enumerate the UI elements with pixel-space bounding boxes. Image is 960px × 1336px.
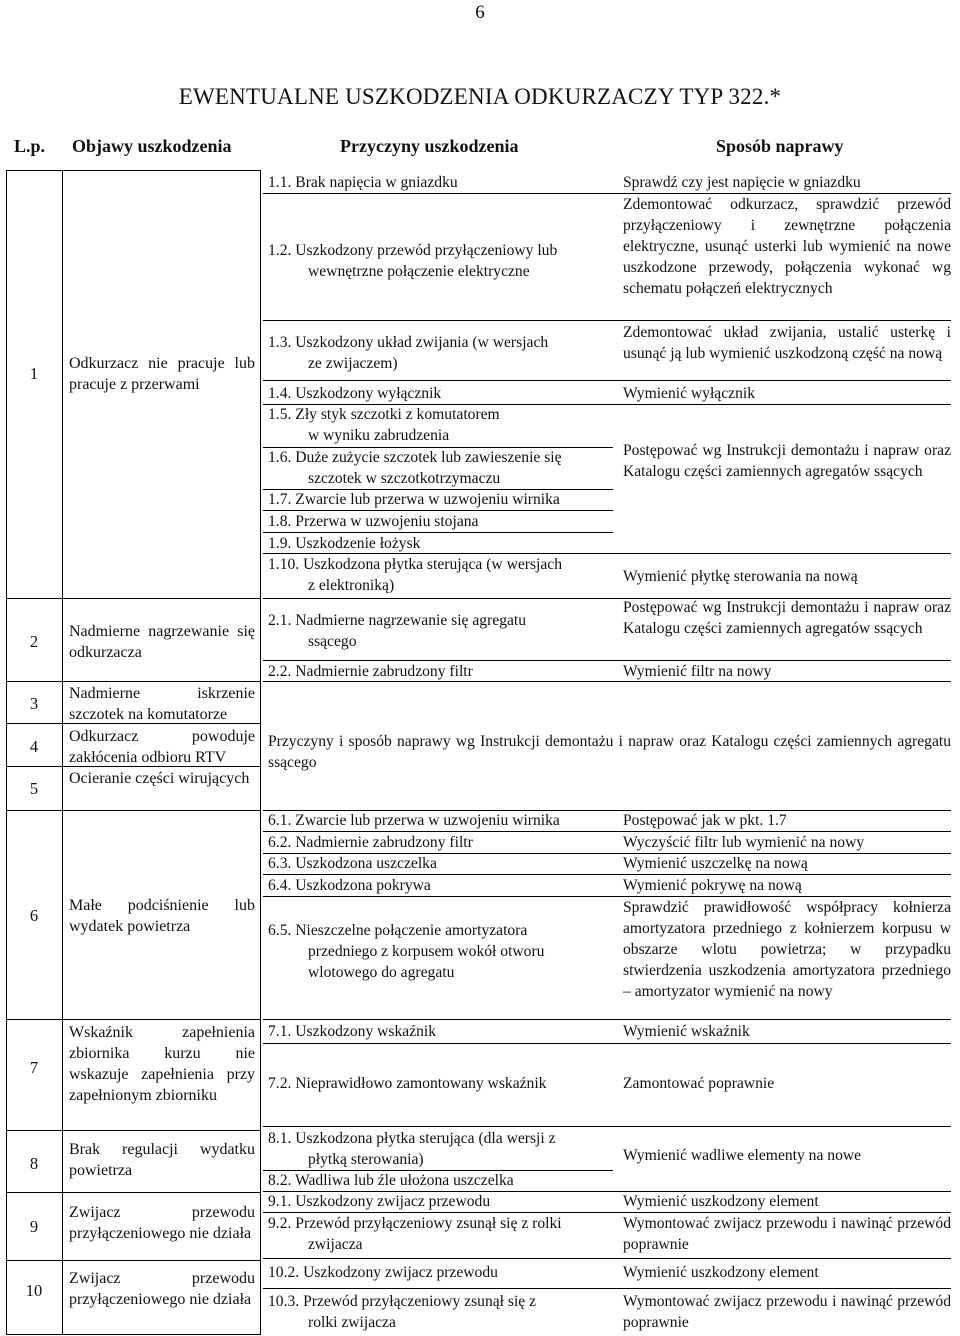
cause-1-2-line1: 1.2. Uszkodzony przewód przyłączeniowy lub: [268, 242, 558, 259]
fix-2-1: Postępować wg Instrukcji demontażu i napraw oraz Katalogu części zamiennych agregatów ssących: [623, 599, 951, 637]
symptom-5: Ocieranie części wirujących: [69, 770, 250, 787]
cause-1-3-line1: 1.3. Uszkodzony układ zwijania (w wersjach: [268, 334, 549, 351]
cause-1-2: [268, 240, 610, 282]
header-causes: Przyczyny uszkodzenia: [340, 136, 519, 156]
cause-6-2: 6.2. Nadmiernie zabrudzony filtr: [268, 834, 473, 851]
row-number: 9: [29, 1217, 39, 1236]
fix-3-5: Przyczyny i sposób naprawy wg Instrukcji demontażu i napraw oraz Katalogu części zamiennych agregatu ssącego: [268, 733, 951, 771]
cause-1-3-line2: ze zwijaczem): [308, 355, 398, 372]
cause-6-3: 6.3. Uszkodzona uszczelka: [268, 855, 437, 872]
symptom-3: Nadmierne iskrzenie szczotek na komutatorze: [69, 685, 255, 723]
column-divider-symptoms: [260, 170, 261, 1335]
cause-8-1: [268, 1128, 610, 1170]
rule: [263, 320, 951, 321]
cause-6-1: 6.1. Zwarcie lub przerwa w uzwojeniu wirnika: [268, 812, 560, 829]
fix-1-2: Zdemontować odkurzacz, sprawdzić przewód przyłączeniowy i zewnętrzne połączenia elektryczne, usunąć usterki lub wymienić na nowe uszkodzone przewody, połączenia wykonać wg schematu połączeń elektrycznych: [623, 196, 951, 297]
header-symptoms: Objawy uszkodzenia: [72, 136, 232, 156]
fix-6-4: Wymienić pokrywę na nową: [623, 877, 802, 894]
row-separator: [6, 1019, 260, 1020]
symptom-9: Zwijacz przewodu przyłączeniowego nie działa: [69, 1204, 255, 1242]
header-repair: Sposób naprawy: [716, 136, 844, 156]
row-separator: [6, 1260, 260, 1261]
fix-8: Wymienić wadliwe elementy na nowe: [623, 1147, 862, 1164]
row-separator: [6, 1130, 260, 1131]
row-number: 10: [25, 1281, 43, 1300]
row-separator: [6, 810, 260, 811]
cause-7-1: 7.1. Uszkodzony wskaźnik: [268, 1023, 437, 1040]
fix-6-3: Wymienić uszczelkę na nową: [623, 855, 808, 872]
cause-6-4: 6.4. Uszkodzona pokrywa: [268, 877, 431, 894]
fix-7-2: Zamontować poprawnie: [623, 1075, 775, 1092]
cause-6-5: [268, 920, 610, 983]
fix-1-1: Sprawdź czy jest napięcie w gniazdku: [623, 174, 861, 191]
symptom-4: Odkurzacz powoduje zakłócenia odbioru RTV: [69, 728, 255, 766]
cause-6-5-line3: wlotowego do agregatu: [308, 964, 455, 981]
page-title: EWENTUALNE USZKODZENIA ODKURZACZY TYP 322.*: [178, 84, 782, 109]
symptom-8: Brak regulacji wydatku powietrza: [69, 1141, 255, 1179]
cause-1-8: 1.8. Przerwa w uzwojeniu stojana: [268, 513, 479, 530]
rule: [263, 1126, 951, 1127]
fix-7-1: Wymienić wskaźnik: [623, 1023, 750, 1040]
cause-1-5: [268, 404, 610, 446]
cause-9-2: [268, 1213, 610, 1255]
cause-9-1: 9.1. Uszkodzony zwijacz przewodu: [268, 1193, 491, 1210]
row-number: 4: [29, 737, 39, 756]
fix-2-2: Wymienić filtr na nowy: [623, 663, 772, 680]
cause-1-9: 1.9. Uszkodzenie łożysk: [268, 535, 421, 552]
rule: [263, 1019, 951, 1020]
row-number: 3: [29, 694, 39, 713]
cause-1-4: 1.4. Uszkodzony wyłącznik: [268, 385, 442, 402]
fix-1-10: Wymienić płytkę sterowania na nową: [623, 568, 858, 585]
fix-10-3: Wymontować zwijacz przewodu i nawinąć przewód poprawnie: [623, 1293, 951, 1331]
page-number: 6: [475, 2, 485, 23]
cause-6-5-line2: przedniego z korpusem wokół otworu: [308, 943, 545, 960]
cause-10-3: [268, 1291, 610, 1333]
row-separator: [6, 598, 260, 599]
fix-9-1: Wymienić uszkodzony element: [623, 1193, 819, 1210]
symptom-6: Małe podciśnienie lub wydatek powietrza: [69, 897, 255, 935]
rule: [263, 1043, 951, 1044]
cause-8-1-line1: 8.1. Uszkodzona płytka sterująca (dla wersji z: [268, 1130, 556, 1147]
cause-1-10-line2: z elektroniką): [308, 577, 395, 594]
cause-10-2: 10.2. Uszkodzony zwijacz przewodu: [268, 1264, 498, 1281]
column-divider-lp: [62, 170, 63, 1335]
cause-2-2: 2.2. Nadmiernie zabrudzony filtr: [268, 663, 473, 680]
cause-1-5-line2: w wyniku zabrudzenia: [308, 427, 450, 444]
table-bottom-rule: [6, 1334, 260, 1335]
cause-2-1-line1: 2.1. Nadmierne nagrzewanie się agregatu: [268, 612, 527, 629]
cause-1-2-line2: wewnętrzne połączenie elektryczne: [308, 263, 530, 280]
fix-1-5: Postępować wg Instrukcji demontażu i napraw oraz Katalogu części zamiennych agregatów ssących: [623, 442, 951, 480]
cause-9-2-line1: 9.2. Przewód przyłączeniowy zsunął się z rolki: [268, 1215, 562, 1232]
cause-1-5-line1: 1.5. Zły styk szczotki z komutatorem: [268, 406, 500, 423]
fix-1-4: Wymienić wyłącznik: [623, 385, 755, 402]
symptom-10: Zwijacz przewodu przyłączeniowego nie działa: [69, 1270, 255, 1308]
fix-9-2: Wymontować zwijacz przewodu i nawinąć przewód poprawnie: [623, 1215, 951, 1253]
cause-1-10: [268, 554, 610, 596]
rule: [263, 380, 951, 381]
cause-1-6-line2: szczotek w szczotkotrzymaczu: [308, 470, 501, 487]
cause-2-1-line2: ssącego: [308, 633, 357, 650]
row-number: 2: [29, 632, 39, 651]
rule: [263, 681, 951, 682]
symptom-1: Odkurzacz nie pracuje lub pracuje z przerwami: [69, 355, 255, 393]
cause-1-1: 1.1. Brak napięcia w gniazdku: [268, 174, 458, 191]
row-separator: [6, 1192, 260, 1193]
row-number: 6: [29, 906, 39, 925]
cause-1-6: [268, 447, 610, 489]
cause-1-10-line1: 1.10. Uszkodzona płytka sterująca (w wersjach: [268, 556, 563, 573]
rule: [263, 1288, 951, 1289]
cause-10-3-line2: rolki zwijacza: [308, 1314, 396, 1331]
fix-6-5: Sprawdzić prawidłowość współpracy kołnierza amortyzatora przedniego z kołnierzem korpusu w obszarze wlotu powietrza; w przypadku stwierdzenia uszkodzenia amortyzatora przedniego – amortyzator wymienić na nowy: [623, 899, 951, 1000]
fix-10-2: Wymienić uszkodzony element: [623, 1264, 819, 1281]
symptom-2: Nadmierne nagrzewanie się odkurzacza: [69, 623, 255, 661]
table-top-rule: [6, 170, 260, 171]
cause-1-3: [268, 332, 610, 374]
row-number: 7: [29, 1058, 39, 1077]
cause-8-2: 8.2. Wadliwa lub źle ułożona uszczelka: [268, 1172, 514, 1189]
cause-7-2: 7.2. Nieprawidłowo zamontowany wskaźnik: [268, 1075, 547, 1092]
symptom-7: Wskaźnik zapełnienia zbiornika kurzu nie wskazuje zapełnienia przy zapełnionym zbiorniku: [69, 1024, 255, 1104]
row-number: 1: [29, 364, 39, 383]
cause-2-1: [268, 610, 610, 652]
fix-1-3: Zdemontować układ zwijania, ustalić usterkę i usunąć ją lub wymienić uszkodzoną część na nową: [623, 324, 951, 362]
cause-1-7: 1.7. Zwarcie lub przerwa w uzwojeniu wirnika: [268, 491, 560, 508]
row-separator: [6, 681, 260, 682]
fix-6-2: Wyczyścić filtr lub wymienić na nowy: [623, 834, 865, 851]
row-number: 8: [29, 1154, 39, 1173]
fix-6-1: Postępować jak w pkt. 1.7: [623, 812, 787, 829]
rule: [263, 1258, 951, 1259]
row-number: 5: [29, 779, 39, 798]
cause-8-1-line2: płytką sterowania): [308, 1151, 424, 1168]
cause-1-6-line1: 1.6. Duże zużycie szczotek lub zawieszenie się: [268, 449, 562, 466]
cause-10-3-line1: 10.3. Przewód przyłączeniowy zsunął się z: [268, 1293, 537, 1310]
header-lp: L.p.: [14, 136, 46, 156]
cause-9-2-line2: zwijacza: [308, 1236, 363, 1253]
cause-6-5-line1: 6.5. Nieszczelne połączenie amortyzatora: [268, 922, 528, 939]
